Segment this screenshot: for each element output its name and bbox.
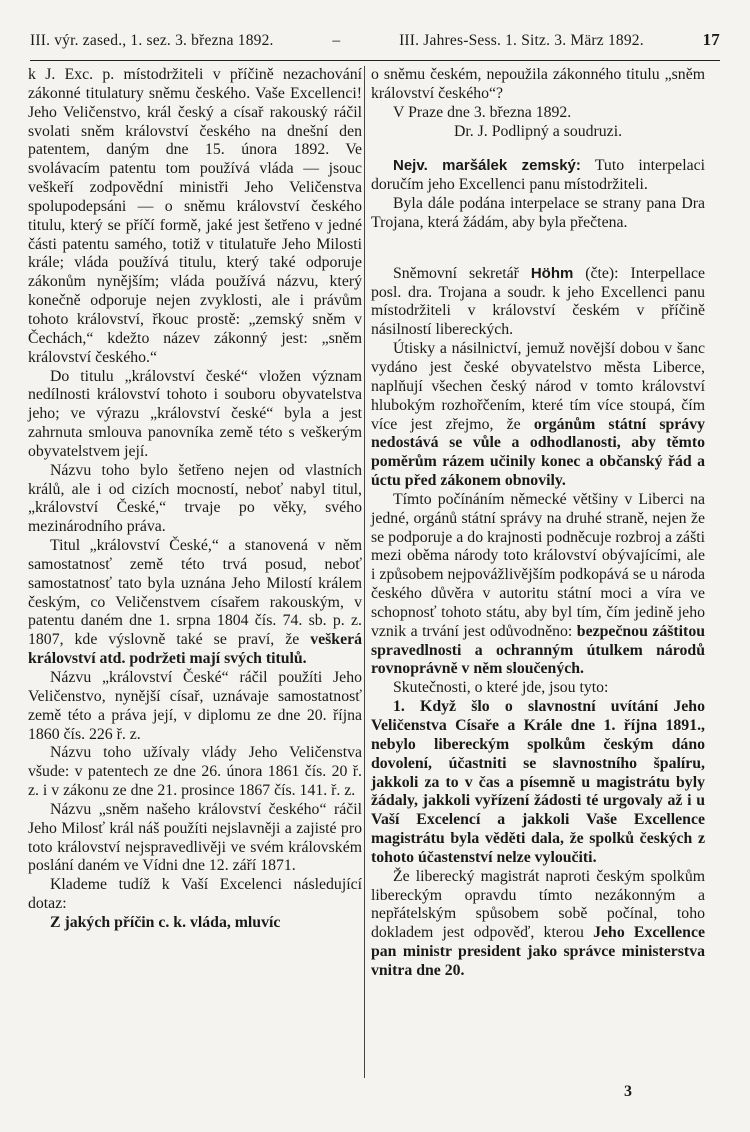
header-czech: III. výr. zased., 1. sez. 3. března 1892. — [30, 32, 274, 49]
signature-mark: 3 — [624, 1083, 632, 1100]
emphasized-text: bezpečnou záštitou spravedlnosti a ochranným útulkem národů rovnoprávně v něm sloučených. — [371, 622, 705, 678]
place-date: V Praze dne 3. března 1892. — [393, 103, 572, 121]
page-header — [30, 30, 720, 61]
speaker-role: Sněmovní sekretář — [393, 264, 531, 282]
paragraph: o sněmu českém, nepoužila zákonného titulu „sněm království českého“? — [371, 66, 705, 102]
paragraph-text: ráčil Jeho Milosť král náš použíti nejslavněji a zajisté pro toto království nejspravedlivěji ve svém královském poslání daném ve Vídni dne 12. září 1871. — [28, 800, 362, 875]
statement-text: Tuto interpelaci doručím jeho Excellenci panu místodržiteli. — [371, 157, 705, 194]
paragraph: Názvu toho užívaly vlády Jeho Veličenstva všude: v patentech ze dne 26. února 1861 čís. 20 ř. z. i v zákonu ze dne 21. prosince 1867 čís. 141. ř. z. — [28, 744, 362, 800]
question-text: Z jakých příčin c. k. vláda, mluvíc — [50, 913, 281, 931]
paragraph — [371, 868, 705, 981]
paragraph — [371, 340, 705, 491]
paragraph — [28, 801, 362, 876]
paragraph — [28, 537, 362, 669]
paragraph: 1. Když šlo o slavnostní uvítání Jeho Veličenstva Císaře a Krále dne 1. října 1891., nebylo libereckým spolkům českým dáno dovolení, účastniti se slavnostního špalíru, jakkoli za to v čas a písemně u magistrátu byly žádaly, jakkoli vyřízení žádosti té urgovaly až i u Vaší Excelencí a jakkoli Vaše Excellence magistrátu byla věděti dala, že spolků českých z tohoto účastenství nelze vyloučiti. — [371, 698, 705, 866]
header-german: III. Jahres-Sess. 1. Sitz. 3. März 1892. — [399, 32, 644, 49]
statement-text: (čte): Interpellace posl. dra. Trojana a soudr. k jeho Excellenci panu místodržiteli v království českém v příčině násilností libereckých. — [371, 264, 705, 339]
interpellation-text: k J. Exc. p. místodržiteli v příčině nezachování zákonné titulatury sněmu českého. Vaše Excellenci! Jeho Veličenstvo, král český a císař rakouský ráčil svolati sněm království českého na dnešní den patentem, daným dne 15. února 1892. Ve svolávacím patentu tom používá vláda — jsouc veškeří zodpovědní ministři Jeho Veličenstva spolupodepsáni — o sněmu království českého titulu, který se příčí formě, jaké jest šetřeno v jedné části patentu samého, totiž v titulatuře Jeho Milosti krále; vláda používá titulu, který také odporuje zákonům nynějším; vláda používá názvu, který konečně odporuje nejen zvyklosti, ale i právům tohoto království, řkouc prostě: „zemský sněm v Čechách,“ kdežto název zákonný jest: „sněm království českého.“ — [28, 66, 362, 366]
speaker-name: Höhm — [530, 264, 574, 282]
page-number: 17 — [702, 30, 720, 49]
paragraph-text: Útisky a násilnictví, jemuž novější dobou v šanc vydáno jest české obyvatelstvo města Liberce, naplňují všechen český národ v tomto království hlubokým rozhořčením, které tím více stoupá, čím více jest zřejmo, že — [371, 340, 705, 433]
column-divider — [364, 66, 365, 1078]
paragraph-text: Že liberecký magistrát naproti českým spolkům libereckým opravdu tímto nezákonným a nepřátelským spůsobem sobě počínal, toho dokladem jest odpověď, kterou — [371, 867, 705, 942]
paragraph: Byla dále podána interpelace se strany pana Dra Trojana, která žádám, aby byla přečtena. — [371, 195, 705, 231]
paragraph-text: Názvu „sněm našeho království českého“ — [50, 800, 334, 818]
paragraph — [371, 491, 705, 679]
speaker-name: Nejv. maršálek zemský: — [393, 157, 581, 175]
emphasized-text: Jeho Excellence pan ministr president jako správce ministerstva vnitra dne 20. — [371, 924, 705, 979]
paragraph: Názvu „království České“ ráčil použíti Jeho Veličenstvo, nynější císař, uznávaje samostatnosť země této a práva její, v diplomu ze dne 20. října 1860 čís. 226 ř. z. — [28, 669, 362, 743]
paragraph: Názvu toho bylo šetřeno nejen od vlastních králů, ale i od cizích mocností, neboť nabyl titul, „království České,“ trvaje po věky, svého mezinárodního práva. — [28, 461, 362, 536]
emphasized-text: orgánům státní správy nedostává se vůle a odhodlanosti, aby těmto poměrům rázem učinily konec a občanský řád a úctu před zákonem obnovily. — [371, 415, 705, 490]
paragraph: Do titulu „království české“ vložen význam nedílnosti království tohoto i souboru obyvatelstva jeho; ve výrazu „království české“ byla a jest zahrnuta smlouva panovníka země této s veškerým obyvatelstvem její. — [28, 367, 362, 460]
right-column — [371, 66, 705, 981]
paragraph-text: Titul „království České,“ a stanovená v něm samostatnosť země této trvá posud, neboť samostatnosť tato byla uznána Jeho Milostí králem českým, co Veličenstvem císařem rakouským, v patentu daném dne 1. srpna 1804 čís. 74. sb. p. z. 1807, kde výslovně také se praví, že — [28, 537, 362, 649]
emphasized-text: veškerá království atd. podržeti mají svých titulů. — [28, 631, 362, 668]
left-column — [28, 66, 362, 933]
paragraph-text: Tímto počínáním německé většiny v Liberci na jedné, orgánů státní správy na druhé straně, nejen že se podporuje a do krajnosti podněcuje rozbroj a zášti mezi oběma národy toto království obývajícími, ale i způsobem nejpovážlivějším podkopává se u národa českého důvěra v autoritu státní moci a víra ve schopnosť tohoto státu, aby byl tím, čím jedině jeho vznik a trvání jest odůvodněno: — [371, 490, 705, 640]
signature: Dr. J. Podlipný a soudruzi. — [453, 122, 623, 140]
paragraph: Klademe tudíž k Vaší Excelenci následující dotaz: — [28, 876, 362, 913]
speaker-statement — [371, 265, 705, 340]
speaker-statement — [371, 157, 705, 195]
header-separator: – — [332, 32, 341, 49]
paragraph: Skutečnosti, o které jde, jsou tyto: — [393, 679, 609, 697]
